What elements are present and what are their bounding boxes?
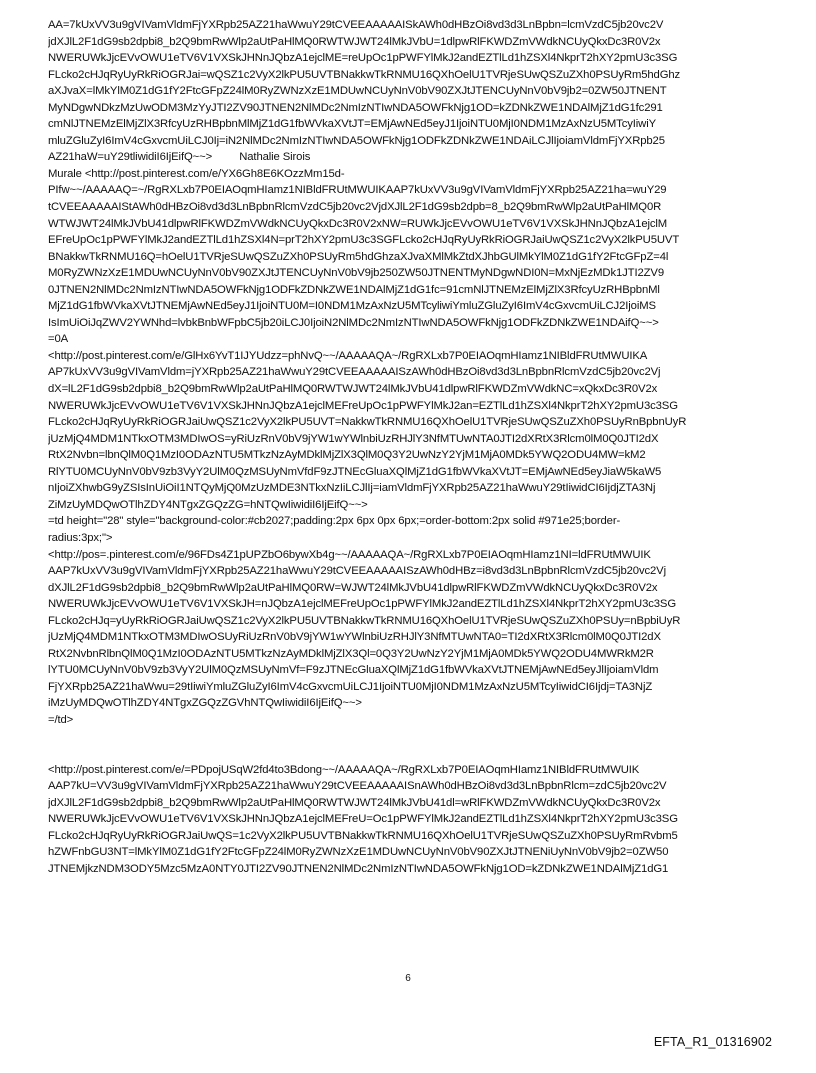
text-line: =td height="28" style="background-color:#cb2027;padding:2px 6px 0px 6px;=order-bottom:2px solid #971e25;border- xyxy=(48,515,621,528)
document-body xyxy=(48,17,770,877)
text-line: dX=lL2F1dG9sb2dpbi8_b2Q9bmRwWlp2aUtPaHlMQ0RWTWJWT24lMkJVbU41dlpwRlFKWDZmVWdkNC=xQkxDc3R0V2x xyxy=(48,383,658,396)
text-line: Murale <http://post.pinterest.com/e/YX6Gh8E6KOzzMm15d- xyxy=(48,167,345,180)
text-line: <http://post.pinterest.com/e/GlHx6YvT1IJYUdzz=phNvQ~~/AAAAAQA~/RgRXLxb7P0EIAOqmHIamz1NIBldFRUtMWUIKA xyxy=(48,349,648,362)
text-line: FjYXRpb25AZ21haWwu=29tIiwiYmluZGluZyI6ImV4cGxvcmUiLCJ1IjoiNTU0MjI0NDM1MzAxNzU5MTcyIiwidCI6Ijdj=TA3NjZ xyxy=(48,680,653,693)
text-line: RtX2NvbnRlbnQlM0Q1MzI0ODAzNTU5MTkzNzAyMDklMjZlX3Ql=0Q3Y2UwNzY2YjM1MjA0MDk5YWQ2ODU4MWRkM2R xyxy=(48,647,654,660)
text-line: jUzMjQ4MDM1NTkxOTM3MDIwOSUyRiUzRnV0bV9jYW1wYWlnbiUzRHJlY3NfMTUwNTA0=TI2dXRtX3Rlcm0lM0Q0JTI2dX xyxy=(48,631,661,644)
text-line: IsImUiOiJqZWV2YWNhd=lvbkBnbWFpbC5jb20iLCJ0IjoiN2NlMDc2NmIzNTIwNDA5OWFkNjg1ODFkZDNkZWE1NDAifQ~~> xyxy=(48,316,659,329)
document-id-stamp: EFTA_R1_01316902 xyxy=(653,1035,772,1049)
text-line: WTWJWT24lMkJVbU41dlpwRlFKWDZmVWdkNCUyQkxDc3R0V2xNW=RUWkJjcEVvOWU1eTV6V1VXSkJHNnJQbzA1ejclM xyxy=(48,217,668,230)
text-line: PIfw~~/AAAAAQ=~/RgRXLxb7P0EIAOqmHIamz1NIBldFRUtMWUIKAAP7kUxVV3u9gVIVamVldmFjYXRpb25AZ21ha=wuY29 xyxy=(48,184,667,197)
text-line: AAP7kU=VV3u9gVIVamVldmFjYXRpb25AZ21haWwuY29tCVEEAAAAAISnAWh0dHBzOi8vd3d3LnBpbnRlcm=zdC5jb20vc2V xyxy=(48,780,667,793)
text-line: cmNlJTNEMzElMjZlX3RfcyUzRHBpbnMlMjZ1dG1fbWVkaXVtJT=EMjAwNEd5eyJ1IjoiNTU0MjI0NDM1MzAxNzU5MTcyIiwiY xyxy=(48,118,657,131)
text-line: NWERUWkJjcEVvOWU1eTV6V1VXSkJHNnJQbzA1ejclMEFreUpOc1pPWFYlMkJ2an=EZTlLd1hZSXl4NkprT2hXY2pmU3c3SG xyxy=(48,399,678,412)
text-line: =0A xyxy=(48,333,69,346)
text-line: mluZGluZyI6ImV4cGxvcmUiLCJ0Ij=iN2NlMDc2NmIzNTIwNDA5OWFkNjg1ODFkZDNkZWE1NDAiLCJlIjoiamVldmFjYXRpb25 xyxy=(48,134,665,147)
text-line: aXJvaX=lMkYlM0Z1dG1fY2FtcGFpZ24lM0RyZWNzXzE1MDUwNCUyNnV0bV90ZXJtJTENCUyNnV0bV9jb2=0ZW50JTNENT xyxy=(48,85,667,98)
text-line: tCVEEAAAAAIStAWh0dHBzOi8vd3d3LnBpbnRlcmVzdC5jb20vc2VjdXJlL2F1dG9sb2dpb=8_b2Q9bmRwWlp2aUtPaHlMQ0R xyxy=(48,201,662,214)
text-line: FLcko2cHJqRyUyRkRiOGRJaiUwQS=1c2VyX2lkPU5UVTBNakkwTkRNMU16QXhOelU1TVRjeSUwQSZuZXh0PSUyRmRvbm5 xyxy=(48,829,678,842)
text-line: <http://post.pinterest.com/e/=PDpojUSqW2fd4to3Bdong~~/AAAAAQA~/RgRXLxb7P0EIAOqmHIamz1NIBldFRUtMWUIK xyxy=(48,763,640,776)
text-line: M0RyZWNzXzE1MDUwNCUyNnV0bV90ZXJtJTENCUyNnV0bV9jb250ZW50JTNENTMyNDgwNDI0N=MxNjEzMDk1JTI2ZV9 xyxy=(48,267,664,280)
text-line: nIjoiZXhwbG9yZSIsInUiOiI1NTQyMjQ0MzUzMDE3NTkxNzIiLCJlIj=iamVldmFjYXRpb25AZ21haWwuY29tIiwidCI6IjdjZTA3Nj xyxy=(48,482,656,495)
text-line: <http://pos=.pinterest.com/e/96FDs4Z1pUPZbO6bywXb4g~~/AAAAAQA~/RgRXLxb7P0EIAOqmHIamz1NI=ldFRUtMWUIK xyxy=(48,548,651,561)
text-line: 0JTNEN2NlMDc2NmIzNTIwNDA5OWFkNjg1ODFkZDNkZWE1NDAlMjZ1dG1fc=91cmNlJTNEMzElMjZlX3RfcyUzRHBpbnMl xyxy=(48,283,660,296)
text-line: NWERUWkJjcEVvOWU1eTV6V1VXSkJH=nJQbzA1ejclMEFreUpOc1pPWFYlMkJ2andEZTlLd1hZSXl4NkprT2hXY2pmU3c3SG xyxy=(48,598,677,611)
text-line: radius:3px;"> xyxy=(48,531,113,544)
text-line: ZiMzUyMDQwOTlhZDY4NTgxZGQzZG=hNTQwIiwidiI6IjEifQ~~> xyxy=(48,498,368,511)
text-line: AP7kUxVV3u9gVIVamVldm=jYXRpb25AZ21haWwuY29tCVEEAAAAAISzAWh0dHBzOi8vd3d3LnBpbnRlcmVzdC5jb20vc2Vj xyxy=(48,366,661,379)
text-line: lYTU0MCUyNnV0bV9zb3VyY2UlM0QzMSUyNmVf=F9zJTNEcGluaXQlMjZ1dG1fbWVkaXVtJTNEMjAwNEd5eyJlIjoiamVldm xyxy=(48,664,659,677)
text-line: jUzMjQ4MDM1NTkxOTM3MDIwOS=yRiUzRnV0bV9jYW1wYWlnbiUzRHJlY3NfMTUwNTA0JTI2dXRtX3Rlcm0lM0Q0JTI2dX xyxy=(48,432,659,445)
text-line: AA=7kUxVV3u9gVIVamVldmFjYXRpb25AZ21haWwuY29tCVEEAAAAAISkAWh0dHBzOi8vd3d3LnBpbn=lcmVzdC5jb20vc2V xyxy=(48,19,664,31)
text-line: EFreUpOc1pPWFYlMkJ2andEZTlLd1hZSXl4N=prT2hXY2pmU3c3SGFLcko2cHJqRyUyRkRiOGRJaiUwQSZ1c2VyX2lkPU5UVT xyxy=(48,234,680,247)
text-line: MyNDgwNDkzMzUwODM3MzYyJTI2ZV90JTNEN2NlMDc2NmIzNTIwNDA5OWFkNjg1OD=kZDNkZWE1NDAlMjZ1dG1fc291 xyxy=(48,101,663,114)
text-line xyxy=(48,745,770,762)
text-line: RtX2Nvbn=lbnQlM0Q1MzI0ODAzNTU5MTkzNzAyMDklMjZlX3QlM0Q3Y2UwNzY2YjM1MjA0MDk5YWQ2ODU4MW=kM2 xyxy=(48,449,646,462)
text-line: NWERUWkJjcEVvOWU1eTV6V1VXSkJHNnJQbzA1ejclME=reUpOc1pPWFYlMkJ2andEZTlLd1hZSXl4NkprT2hXY2pmU3c3SG xyxy=(48,52,678,65)
text-line: jdXJlL2F1dG9sb2dpbi8_b2Q9bmRwWlp2aUtPaHlMQ0RWTWJWT24lMkJVbU=1dlpwRlFKWDZmVWdkNCUyQkxDc3R0V2x xyxy=(48,35,661,48)
text-line: JTNEMjkzNDM3ODY5Mzc5MzA0NTY0JTI2ZV90JTNEN2NlMDc2NmIzNTIwNDA5OWFkNjg1OD=kZDNkZWE1NDAlMjZ1dG1 xyxy=(48,862,669,875)
text-line: =/td> xyxy=(48,713,74,726)
text-line: AZ21haW=uY29tliwidiI6IjEifQ~~> Nathalie Sirois xyxy=(48,151,311,164)
text-line: MjZ1dG1fbWVkaXVtJTNEMjAwNEd5eyJ1IjoiNTU0M=I0NDM1MzAxNzU5MTcyliwiYmluZGluZyI6ImV4cGxvcmUiLCJ2IjoiMS xyxy=(48,300,656,313)
text-line: iMzUyMDQwOTlhZDY4NTgxZGQzZGVhNTQwIiwidiI6IjEifQ~~> xyxy=(48,697,362,710)
text-line xyxy=(48,729,770,746)
text-line: hZWFnbGU3NT=lMkYlM0Z1dG1fY2FtcGFpZ24lM0RyZWNzXzE1MDUwNCUyNnV0bV90ZXJtJTNENiUyNnV0bV9jb2=0ZW50 xyxy=(48,846,669,859)
text-line: FLcko2cHJq=yUyRkRiOGRJaiUwQSZ1c2VyX2lkPU5UVTBNakkwTkRNMU16QXhOelU1TVRjeSUwQSZuZXh0PSUy=nBpbiUyR xyxy=(48,614,681,627)
text-line: jdXJlL2F1dG9sb2dpbi8_b2Q9bmRwWlp2aUtPaHlMQ0RWTWJWT24lMkJVbU41dl=wRlFKWDZmVWdkNCUyQkxDc3R0V2x xyxy=(48,796,661,809)
text-line: dXJlL2F1dG9sb2dpbi8_b2Q9bmRwWlp2aUtPaHlMQ0RW=WJWT24lMkJVbU41dlpwRlFKWDZmVWdkNCUyQkxDc3R0V2x xyxy=(48,581,658,594)
text-line: NWERUWkJjcEVvOWU1eTV6V1VXSkJHNnJQbzA1ejclMEFreU=Oc1pPWFYlMkJ2andEZTlLd1hZSXl4NkprT2hXY2pmU3c3SG xyxy=(48,813,678,826)
text-line: AAP7kUxVV3u9gVIVamVldmFjYXRpb25AZ21haWwuY29tCVEEAAAAAISzAWh0dHBz=i8vd3d3LnBpbnRlcmVzdC5jb20vc2Vj xyxy=(48,565,666,578)
page-number: 6 xyxy=(405,973,411,984)
text-line: FLcko2cHJqRyUyRkRiOGRJai=wQSZ1c2VyX2lkPU5UVTBNakkwTkRNMU16QXhOelU1TVRjeSUwQSZuZXh0PSUyRm5hdGhz xyxy=(48,68,681,81)
text-line: FLcko2cHJqRyUyRkRiOGRJaiUwQSZ1c2VyX2lkPU5UVT=NakkwTkRNMU16QXhOelU1TVRjeSUwQSZuZXh0PSUyRnBpbnUyR xyxy=(48,416,687,429)
text-line: RlYTU0MCUyNnV0bV9zb3VyY2UlM0QzMSUyNmVfdF9zJTNEcGluaXQlMjZ1dG1fbWVkaXVtJT=EMjAwNEd5eyJiaW5kaW5 xyxy=(48,465,662,478)
text-line: BNakkwTkRNMU16Q=hOelU1TVRjeSUwQSZuZXh0PSUyRm5hdGhzaXJvaXMlMkZtdXJhbGUlMkYlM0Z1dG1fY2FtcGFpZ=4l xyxy=(48,250,669,263)
